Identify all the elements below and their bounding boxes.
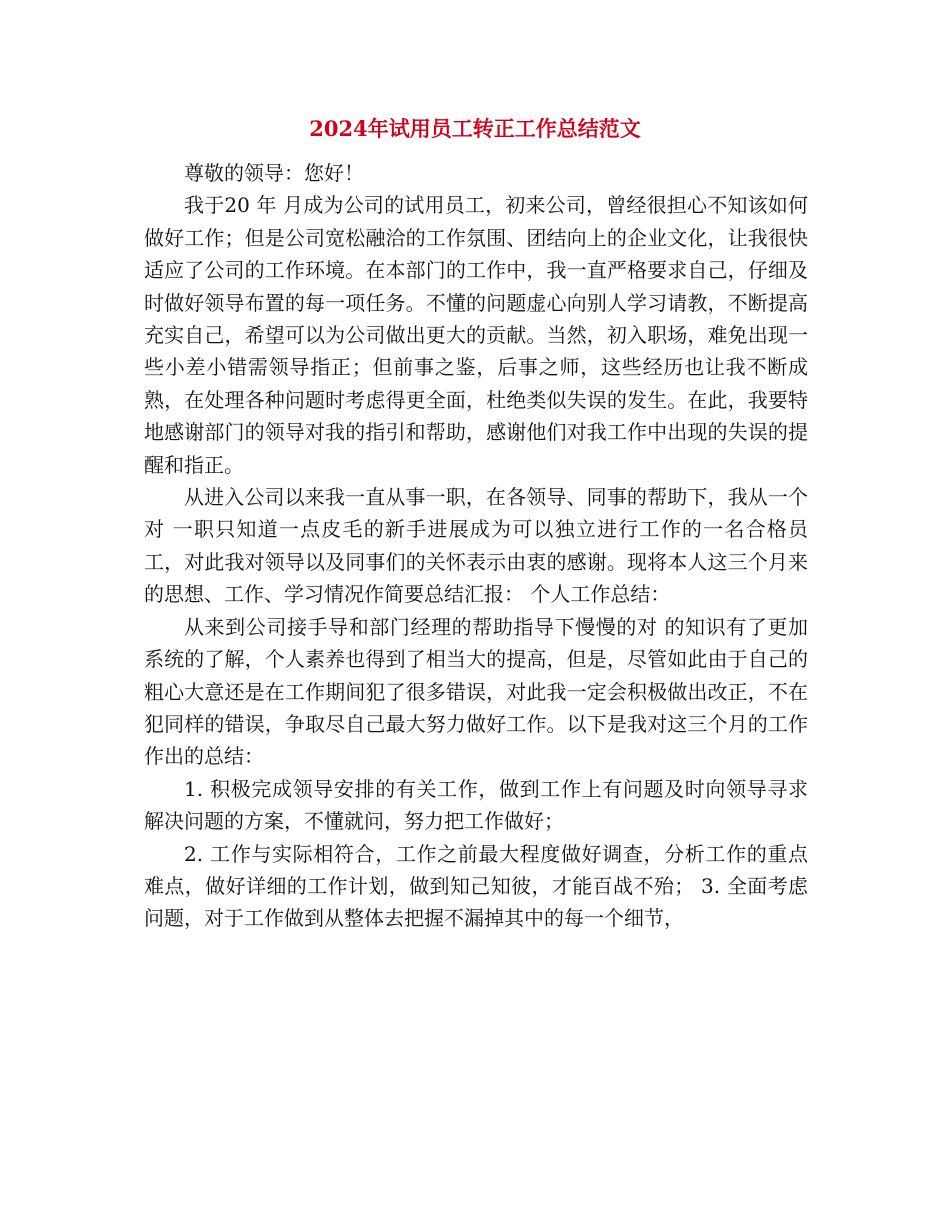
body-paragraph: 我于20 年 月成为公司的试用员工，初来公司，曾经很担心不知该如何做好工作；但是公司宽松融洽的工作氛围、团结向上的企业文化，让我很快适应了公司的工作环境。在本部门的工作中，我一直严格要求自己，仔细及时做好领导布置的每一项任务。不懂的问题虚心向别人学习请教，不断提高充实自己，希望可以为公司做出更大的贡献。当然，初入职场，难免出现一些小差小错需领导指正；但前事之鉴，后事之师，这些经历也让我不断成熟，在处理各种问题时考虑得更全面，杜绝类似失误的发生。在此，我要特地感谢部门的领导对我的指引和帮助，感谢他们对我工作中出现的失误的提醒和指正。: [144, 193, 808, 477]
body-paragraph: 从进入公司以来我一直从事一职，在各领导、同事的帮助下，我从一个对 一职只知道一点皮毛的新手进展成为可以独立进行工作的一名合格员工，对此我对领导以及同事们的关怀表示由衷的感谢。现将本人这三个月来的思想、工作、学习情况作简要总结汇报： 个人工作总结：: [144, 485, 808, 607]
list-item-paragraph: 2. 工作与实际相符合，工作之前最大程度做好调查，分析工作的重点难点，做好详细的工作计划，做到知己知彼，才能百战不殆； 3. 全面考虑问题，对于工作做到从整体去把握不漏掉其中的每一个细节，: [144, 841, 808, 931]
list-item-paragraph: 1. 积极完成领导安排的有关工作，做到工作上有问题及时向领导寻求解决问题的方案，不懂就问，努力把工作做好；: [144, 776, 808, 834]
body-paragraph: 从来到公司接手导和部门经理的帮助指导下慢慢的对 的知识有了更加系统的了解，个人素养也得到了相当大的提高，但是，尽管如此由于自己的粗心大意还是在工作期间犯了很多错误，对此我一定会积极做出改正，不在犯同样的错误，争取尽自己最大努力做好工作。以下是我对这三个月的工作作出的总结：: [144, 614, 808, 769]
document-body: [144, 157, 808, 935]
document-title: 2024年试用员工转正工作总结范文: [309, 116, 641, 141]
greeting-paragraph: 尊敬的领导：您好！: [184, 161, 364, 185]
